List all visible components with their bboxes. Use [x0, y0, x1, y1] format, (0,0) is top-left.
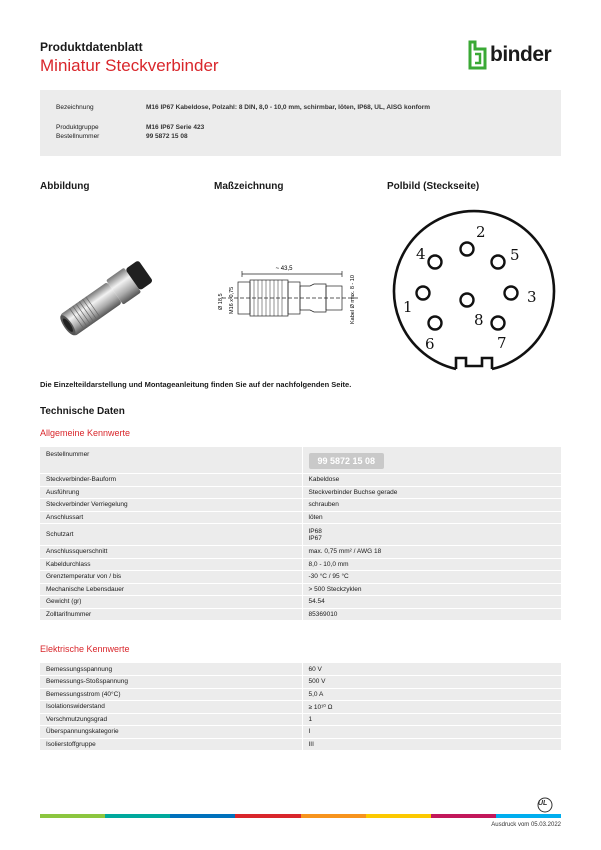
spec-key: Steckverbinder Verriegelung [40, 499, 302, 512]
info-value: M16 IP67 Serie 423 [146, 124, 205, 131]
section-image-heading: Abbildung [40, 181, 90, 192]
pin-label-1: 1 [403, 298, 413, 316]
assembly-hint: Die Einzelteildarstellung und Montageanleitung finden Sie auf der nachfolgenden Seite. [40, 380, 352, 389]
table-row [40, 558, 561, 571]
pin-6-contact [429, 317, 442, 330]
table-row [40, 447, 561, 474]
spec-value: Kabeldose [302, 474, 561, 487]
print-date: Ausdruck vom 05.03.2022 [491, 822, 561, 828]
spec-key: Isolationswiderstand [40, 701, 302, 714]
spec-key: Zolltarifnummer [40, 608, 302, 621]
dim-diameter-label: Ø 18,5 [218, 293, 224, 310]
table-row [40, 571, 561, 584]
spec-key: Bemessungsstrom (40°C) [40, 688, 302, 701]
spec-value: 500 V [302, 676, 561, 689]
footer-color-segment [40, 814, 105, 818]
spec-value: I [302, 726, 561, 739]
product-photo [48, 248, 163, 348]
info-label: Bezeichnung [56, 104, 94, 111]
spec-key: Mechanische Lebensdauer [40, 583, 302, 596]
table-row [40, 499, 561, 512]
table-row [40, 583, 561, 596]
pin-7-contact [492, 317, 505, 330]
dim-thread-label: M16 x 0,75 [229, 286, 235, 314]
spec-key: Steckverbinder-Bauform [40, 474, 302, 487]
spec-key: Kabeldurchlass [40, 558, 302, 571]
electrical-specs-table [40, 663, 561, 751]
dimension-drawing [214, 252, 364, 336]
pin-1-contact [417, 287, 430, 300]
pin-label-3: 3 [527, 288, 537, 306]
binder-logo-mark-icon [468, 40, 490, 72]
spec-value: Steckverbinder Buchse gerade [302, 486, 561, 499]
table-row [40, 474, 561, 487]
table-row [40, 701, 561, 714]
spec-key: Isolierstoffgruppe [40, 738, 302, 751]
binder-logo-text: binder [490, 43, 552, 66]
spec-value: 1 [302, 713, 561, 726]
pin-label-7: 7 [497, 334, 507, 352]
table-row [40, 688, 561, 701]
table-row [40, 524, 561, 546]
spec-value: max. 0,75 mm² / AWG 18 [302, 546, 561, 559]
footer-color-segment [301, 814, 366, 818]
table-row [40, 608, 561, 621]
footer-color-segment [366, 814, 431, 818]
ul-mark-text: UL [538, 800, 548, 807]
spec-value: schrauben [302, 499, 561, 512]
order-number-badge: 99 5872 15 08 [309, 453, 385, 469]
pin-label-8: 8 [474, 311, 484, 329]
table-row [40, 486, 561, 499]
spec-value: > 500 Steckzyklen [302, 583, 561, 596]
spec-value: 60 V [302, 663, 561, 676]
pin-4-contact [429, 256, 442, 269]
pin-label-6: 6 [425, 335, 435, 353]
spec-value: 54.54 [302, 596, 561, 609]
pin-layout-diagram [387, 206, 561, 380]
product-info-box [40, 90, 561, 156]
table-row [40, 726, 561, 739]
info-value: 99 5872 15 08 [146, 133, 188, 140]
footer-color-segment [105, 814, 170, 818]
spec-value: löten [302, 511, 561, 524]
spec-key: Anschlussquerschnitt [40, 546, 302, 559]
spec-value [302, 447, 561, 474]
spec-value: ≥ 10¹⁰ Ω [302, 701, 561, 714]
footer-color-segment [431, 814, 496, 818]
pin-5-contact [492, 256, 505, 269]
spec-value: III [302, 738, 561, 751]
spec-value-line: IP67 [308, 534, 322, 542]
table-row [40, 596, 561, 609]
dim-length-label: ~ 43,5 [275, 266, 293, 272]
spec-key: Ausführung [40, 486, 302, 499]
electrical-specs-heading: Elektrische Kennwerte [40, 644, 130, 654]
spec-key: Bemessungsspannung [40, 663, 302, 676]
section-pinout-heading: Polbild (Steckseite) [387, 181, 480, 192]
footer-color-bar [40, 814, 561, 818]
footer-color-segment [496, 814, 561, 818]
general-specs-heading: Allgemeine Kennwerte [40, 428, 131, 438]
doc-type: Produktdatenblatt [40, 40, 143, 54]
spec-key: Schutzart [40, 524, 302, 546]
info-label: Produktgruppe [56, 124, 99, 131]
spec-value [302, 524, 561, 546]
pin-label-2: 2 [476, 223, 486, 241]
spec-value: 85369010 [302, 608, 561, 621]
pin-label-5: 5 [510, 246, 520, 264]
table-row [40, 713, 561, 726]
footer-color-segment [235, 814, 300, 818]
spec-key: Bestellnummer [40, 447, 302, 474]
spec-key: Grenztemperatur von / bis [40, 571, 302, 584]
spec-key: Bemessungs-Stoßspannung [40, 676, 302, 689]
table-row [40, 546, 561, 559]
spec-key: Anschlussart [40, 511, 302, 524]
pin-8-contact [461, 294, 474, 307]
table-row [40, 738, 561, 751]
info-value: M16 IP67 Kabeldose, Polzahl: 8 DIN, 8,0 - 10,0 mm, schirmbar, löten, IP68, UL, AISG konform [146, 104, 431, 111]
pin-3-contact [505, 287, 518, 300]
spec-value: 5,0 A [302, 688, 561, 701]
spec-value-line: IP68 [308, 527, 322, 535]
table-row [40, 511, 561, 524]
dim-cable-label: Kabel Ø max. 8 - 10 [350, 275, 356, 324]
spec-value: 8,0 - 10,0 mm [302, 558, 561, 571]
spec-value: -30 °C / 95 °C [302, 571, 561, 584]
spec-key: Gewicht (gr) [40, 596, 302, 609]
ul-certification-mark [527, 797, 563, 813]
spec-key: Verschmutzungsgrad [40, 713, 302, 726]
spec-key: Überspannungskategorie [40, 726, 302, 739]
footer-color-segment [170, 814, 235, 818]
general-specs-table [40, 447, 561, 621]
section-drawing-heading: Maßzeichnung [214, 181, 284, 192]
technical-data-heading: Technische Daten [40, 406, 125, 417]
page-title: Miniatur Steckverbinder [40, 56, 219, 75]
pin-2-contact [461, 243, 474, 256]
table-row [40, 676, 561, 689]
table-row [40, 663, 561, 676]
info-label: Bestellnummer [56, 133, 100, 140]
pin-label-4: 4 [416, 245, 426, 263]
binder-logo [468, 40, 564, 72]
